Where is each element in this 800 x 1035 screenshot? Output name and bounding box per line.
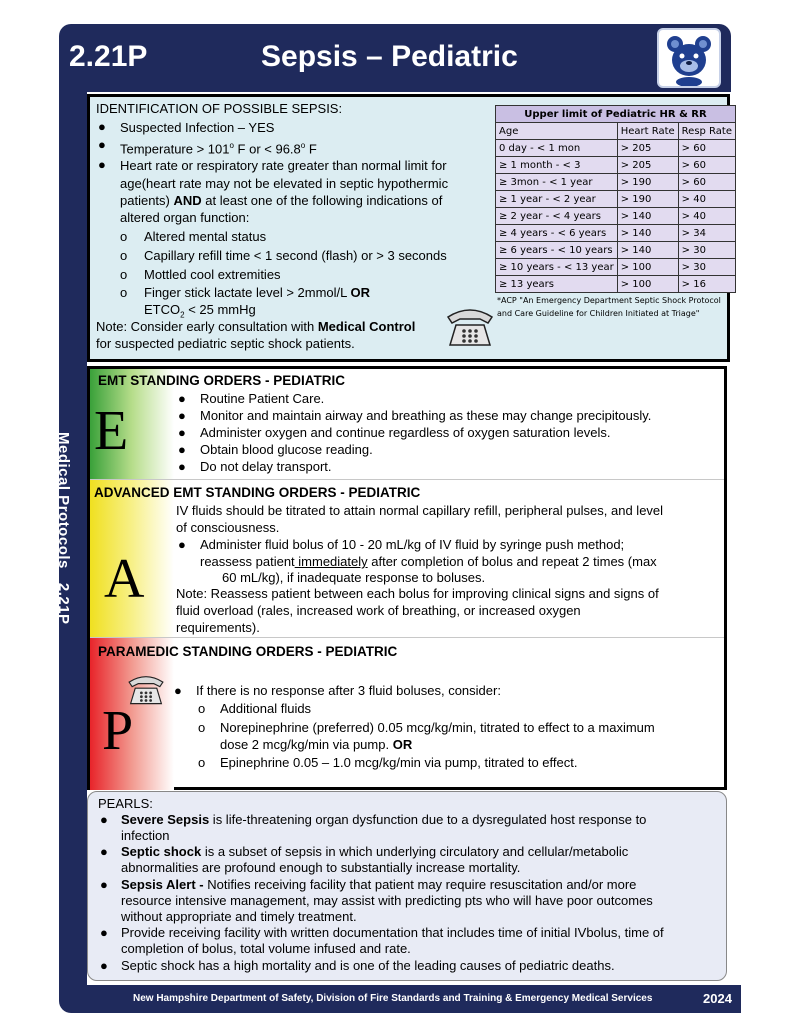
sidebar-label: Medical Protocols 2.21P (55, 432, 72, 625)
advanced-bolus-line2: reassess patient immediately after completion of bolus and repeat 2 times (max (200, 554, 657, 569)
teddy-bear-icon (657, 28, 721, 88)
advanced-bolus-line1: Administer fluid bolus of 10 - 20 mL/kg of IV fluid by syringe push method; (200, 537, 625, 552)
protocol-header (59, 24, 731, 92)
table-cell: > 34 (678, 225, 735, 242)
emt-item: Obtain blood glucose reading. (200, 442, 373, 457)
advanced-heading: ADVANCED EMT STANDING ORDERS - PEDIATRIC (94, 485, 421, 500)
ident-item-hr-line3: patients) AND at least one of the following indications of (120, 193, 443, 208)
pearl-item: Severe Sepsis is life-threatening organ dysfunction due to a dysregulated host response to (121, 812, 647, 827)
sub-item-mottled: Mottled cool extremities (144, 267, 281, 282)
table-reference (497, 294, 721, 320)
identification-box (87, 94, 730, 362)
sub-bullet: o (120, 229, 128, 244)
sub-bullet: o (198, 755, 206, 770)
bullet: ● (100, 844, 108, 859)
advanced-bolus-line3: 60 mL/kg), if inadequate response to boluses. (222, 570, 486, 585)
bullet: ● (178, 459, 186, 474)
bullet: ● (100, 925, 108, 940)
paramedic-heading: PARAMEDIC STANDING ORDERS - PEDIATRIC (98, 644, 398, 659)
pearl-item: resource intensive management, may assist with predicting pts who will have poor outcomes (121, 893, 653, 908)
table-cell: ≥ 13 years (496, 276, 618, 293)
table-row (496, 174, 736, 191)
bullet: ● (100, 958, 108, 973)
paramedic-item: If there is no response after 3 fluid boluses, consider: (196, 683, 501, 698)
table-cell: 0 day - < 1 mon (496, 140, 618, 157)
ident-item-hr-line2: age(heart rate may not be elevated in septic hypothermic (120, 176, 449, 191)
table-cell: > 30 (678, 242, 735, 259)
table-cell: > 40 (678, 191, 735, 208)
table-cell: ≥ 10 years - < 13 year (496, 259, 618, 276)
section-divider (90, 479, 724, 480)
pediatric-vitals-table (495, 105, 736, 293)
note-line1: Note: Consider early consultation with Medical Control (96, 319, 416, 334)
telephone-icon (444, 303, 496, 354)
pearls-box (87, 791, 727, 981)
footer-text: New Hampshire Department of Safety, Division of Fire Standards and Training & Emergency Medical Services (133, 993, 653, 1004)
bullet: ● (178, 391, 186, 406)
pearl-item: Sepsis Alert - Notifies receiving facility that patient may require resuscitation and/or more (121, 877, 637, 892)
table-cell: > 16 (678, 276, 735, 293)
table-cell: ≥ 6 years - < 10 years (496, 242, 618, 259)
bullet: ● (98, 119, 106, 134)
ident-item-temperature: Temperature > $101^o$ F or < $96.8^o$ F (120, 141, 317, 157)
sub-item-etco2: $ETCO_2 < 25$ mmHg (144, 302, 256, 320)
sub-bullet: o (120, 267, 128, 282)
paramedic-sub-item: Additional fluids (220, 701, 312, 716)
section-divider (90, 637, 724, 638)
table-cell: > 205 (617, 140, 678, 157)
sub-bullet: o (198, 720, 206, 735)
table-header: Heart Rate (617, 123, 678, 140)
page-footer (59, 985, 741, 1013)
pearl-item: infection (121, 828, 170, 843)
advanced-text: IV fluids should be titrated to attain normal capillary refill, peripheral pulses, and level (176, 503, 664, 518)
note-line2: for suspected pediatric septic shock patients. (96, 336, 355, 351)
identification-heading: IDENTIFICATION OF POSSIBLE SEPSIS: (96, 101, 343, 116)
advanced-level-letter: A (104, 548, 145, 610)
table-row (496, 225, 736, 242)
pearls-heading: PEARLS: (98, 796, 153, 811)
emt-item: Routine Patient Care. (200, 391, 325, 406)
table-cell: > 205 (617, 157, 678, 174)
table-title: Upper limit of Pediatric HR & RR (496, 106, 736, 123)
pearl-item: Septic shock is a subset of sepsis in which underlying circulatory and cellular/metabolic (121, 844, 629, 859)
table-cell: > 100 (617, 276, 678, 293)
table-cell: > 60 (678, 157, 735, 174)
table-cell: > 140 (617, 208, 678, 225)
page-title: Sepsis – Pediatric (261, 40, 518, 73)
ident-item-hr-line1: Heart rate or respiratory rate greater than normal limit for (120, 158, 447, 173)
table-row (496, 276, 736, 293)
table-cell: > 140 (617, 242, 678, 259)
table-cell: > 30 (678, 259, 735, 276)
sub-bullet: o (120, 248, 128, 263)
sub-item-capillary: Capillary refill time < 1 second (flash) or > 3 seconds (144, 248, 447, 263)
pearl-item: abnormalities are profound enough to substantially increase mortality. (121, 860, 521, 875)
advanced-note: fluid overload (rales, increased work of breathing, or increased oxygen (176, 603, 581, 618)
emt-item: Do not delay transport. (200, 459, 332, 474)
emt-item: Monitor and maintain airway and breathing as these may change precipitously. (200, 408, 652, 423)
bullet: ● (98, 157, 106, 172)
table-cell: ≥ 1 month - < 3 (496, 157, 618, 174)
footer-year: 2024 (703, 991, 732, 1006)
advanced-note: Note: Reassess patient between each bolus for improving clinical signs and signs of (176, 586, 659, 601)
bullet: ● (178, 537, 186, 552)
advanced-text: of consciousness. (176, 520, 280, 535)
bullet: ● (100, 812, 108, 827)
table-row (496, 208, 736, 225)
table-cell: > 60 (678, 140, 735, 157)
bullet: ● (178, 442, 186, 457)
paramedic-sub-item: Epinephrine 0.05 – 1.0 mcg/kg/min via pump, titrated to effect. (220, 755, 578, 770)
table-cell: > 60 (678, 174, 735, 191)
pearl-item: Provide receiving facility with written documentation that includes time of initial IVbolus, time of (121, 925, 664, 940)
bullet: ● (98, 137, 106, 152)
table-cell: > 190 (617, 174, 678, 191)
pearl-item: completion of bolus, total volume infused and rate. (121, 941, 411, 956)
paramedic-sub-item: Norepinephrine (preferred) 0.05 mcg/kg/min, titrated to effect to a maximum (220, 720, 655, 735)
table-cell: ≥ 1 year - < 2 year (496, 191, 618, 208)
ident-item-infection: Suspected Infection – YES (120, 120, 275, 135)
emt-level-letter: E (94, 400, 129, 462)
table-cell: ≥ 2 year - < 4 years (496, 208, 618, 225)
sub-bullet: o (120, 285, 128, 300)
emt-heading: EMT STANDING ORDERS - PEDIATRIC (98, 373, 346, 388)
table-row (496, 242, 736, 259)
table-cell: > 100 (617, 259, 678, 276)
pearl-item: without appropriate and timely treatment. (121, 909, 357, 924)
table-cell: ≥ 3mon - < 1 year (496, 174, 618, 191)
pearl-item: Septic shock has a high mortality and is one of the leading causes of pediatric deaths. (121, 958, 615, 973)
sub-bullet: o (198, 701, 206, 716)
emt-item: Administer oxygen and continue regardless of oxygen saturation levels. (200, 425, 611, 440)
table-row (496, 259, 736, 276)
ident-item-hr-line4: altered organ function: (120, 210, 250, 225)
bullet: ● (100, 877, 108, 892)
protocol-number: 2.21P (69, 40, 148, 73)
advanced-note: requirements). (176, 620, 260, 635)
reference-line: *ACP "An Emergency Department Septic Shock Protocol (497, 296, 721, 305)
table-cell: > 40 (678, 208, 735, 225)
table-header: Resp Rate (678, 123, 735, 140)
table-header: Age (496, 123, 618, 140)
bullet: ● (178, 408, 186, 423)
paramedic-sub-item: dose 2 mcg/kg/min via pump. OR (220, 737, 413, 752)
standing-orders-box (87, 366, 727, 790)
table-row (496, 157, 736, 174)
paramedic-level-letter: P (102, 700, 134, 762)
sub-item-mental: Altered mental status (144, 229, 267, 244)
sub-item-lactate: Finger stick lactate level > 2mmol/L OR (144, 285, 371, 300)
table-row (496, 140, 736, 157)
table-cell: ≥ 4 years - < 6 years (496, 225, 618, 242)
bullet: ● (178, 425, 186, 440)
table-cell: > 190 (617, 191, 678, 208)
table-row (496, 191, 736, 208)
reference-line: and Care Guideline for Children Initiated at Triage" (497, 309, 700, 318)
bullet: ● (174, 683, 182, 698)
table-cell: > 140 (617, 225, 678, 242)
